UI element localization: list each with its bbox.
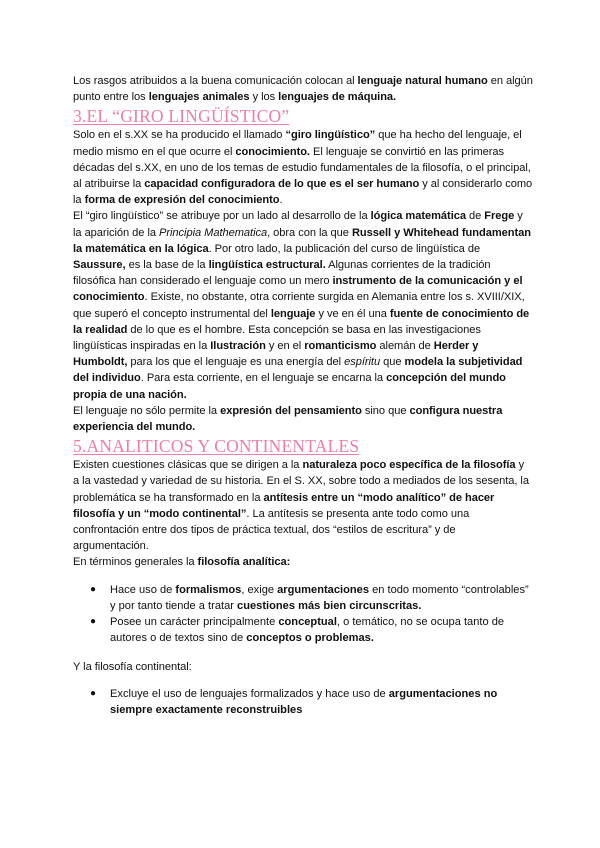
paragraph-analiticos-1 xyxy=(73,457,533,554)
text: en algún punto entre los xyxy=(73,75,533,104)
list-item xyxy=(73,614,533,646)
bold-text: concepción del mundo propia de una nación. xyxy=(73,372,506,401)
italic-text: espíritu xyxy=(344,356,381,369)
italic-text: Principia Mathematica xyxy=(159,226,268,239)
bold-text: expresión del pensamiento xyxy=(220,404,362,417)
bold-text: Ilustración xyxy=(210,340,266,353)
text: . Por otro lado, la publicación del curso de lingüística de xyxy=(208,242,481,255)
bold-text: conceptos o problemas. xyxy=(246,632,374,645)
text: Excluye el uso de lenguajes formalizados y hace uso de xyxy=(110,687,389,700)
text: Solo en el s.XX se ha producido el llamado xyxy=(73,129,286,142)
text: , o temático, no se ocupa tanto de autores o de textos sino de xyxy=(110,616,505,645)
text: alemán de xyxy=(376,340,434,353)
paragraph-giro-1 xyxy=(73,127,533,208)
bold-text: filosofía analítica: xyxy=(197,556,291,569)
bold-text: lenguajes de máquina. xyxy=(278,91,397,104)
bold-text: modela la subjetividad del individuo xyxy=(73,356,523,385)
paragraph-intro xyxy=(73,73,533,105)
section-heading-analiticos-continentales: 5.ANALITICOS Y CONTINENTALES xyxy=(73,436,360,457)
bullet-icon: ● xyxy=(90,687,97,699)
bullet-icon: ● xyxy=(90,616,97,628)
bullet-list-analitica xyxy=(73,582,533,647)
text: El lenguaje no sólo permite la xyxy=(73,404,221,417)
text: . La antítesis se presenta ante todo como una confrontación entre dos tipos de práctica textual, dos “estilos de escritura” y de argumentación. xyxy=(73,507,470,553)
text: Algunas corrientes de la tradición filosófica han considerado el lenguaje como un mero xyxy=(73,259,491,288)
text: y al considerarlo como la xyxy=(73,178,533,207)
paragraph-giro-3 xyxy=(73,403,533,435)
text: Los rasgos atribuidos a la buena comunicación colocan al xyxy=(73,75,358,87)
bold-text: romanticismo xyxy=(304,340,377,353)
bold-text: Russell y Whitehead fundamentan la matemática en la lógica xyxy=(73,226,531,255)
text: Hace uso de xyxy=(110,583,176,596)
text: para los que el lenguaje es una energía del xyxy=(127,356,345,369)
text: El lenguaje se convirtió en las primeras décadas del s.XX, en uno de los temas de estudio fundamentales de la filosofía, o el principal, al atribuirse la xyxy=(73,145,531,191)
bold-text: lenguaje natural humano xyxy=(357,75,488,87)
bold-text: capacidad configuradora de lo que es el ser humano xyxy=(144,178,420,191)
text: en todo momento “controlables” y por tanto tiende a tratar xyxy=(110,583,529,612)
text: sino que xyxy=(361,404,410,417)
bold-text: lingüística estructural. xyxy=(208,259,326,272)
text: , obra con la que xyxy=(267,226,352,239)
bold-text: antítesis entre un “modo analítico” de hacer filosofía y un “modo continental” xyxy=(73,491,495,520)
text: es la base de la xyxy=(125,259,209,272)
bold-text: configura nuestra experiencia del mundo. xyxy=(73,404,503,434)
text: que ha hecho del lenguaje, el medio mismo en el que ocurre el xyxy=(73,129,522,158)
bold-text: naturaleza poco específica de la filosofía xyxy=(302,459,516,472)
bold-text: Frege xyxy=(484,210,515,223)
bold-text: conceptual xyxy=(278,616,337,629)
text: de xyxy=(465,210,485,223)
text: . xyxy=(279,194,283,207)
paragraph-giro-2 xyxy=(73,208,533,402)
bold-text: lógica matemática xyxy=(370,210,466,223)
bold-text: forma de expresión del conocimiento xyxy=(84,194,280,207)
text: El “giro lingüístico” se atribuye por un lado al desarrollo de la xyxy=(73,210,371,223)
section-heading-giro-linguistico: 3.EL “GIRO LINGÜÍSTICO” xyxy=(73,106,290,127)
paragraph-analiticos-2 xyxy=(73,554,533,570)
bold-text: conocimiento. xyxy=(235,145,310,158)
bold-text: formalismos xyxy=(175,583,242,596)
bold-text: fuente de conocimiento de la realidad xyxy=(73,307,530,336)
document-page xyxy=(73,73,533,718)
text: . Para esta corriente, en el lenguaje se encarna la xyxy=(140,372,387,385)
text: y la aparición de la xyxy=(73,210,523,239)
list-item xyxy=(73,582,533,614)
text: y en el xyxy=(265,340,305,353)
bold-text: argumentaciones xyxy=(277,583,369,596)
paragraph-continental-intro: Y la filosofía continental: xyxy=(73,660,192,673)
list-item xyxy=(73,686,533,718)
text: , exige xyxy=(241,583,278,596)
bold-text: lenguajes animales xyxy=(148,91,250,104)
bold-text: cuestiones más bien circunscritas. xyxy=(237,599,422,612)
text: Posee un carácter principalmente xyxy=(110,616,279,629)
bullet-list-continental xyxy=(73,686,533,718)
text: En términos generales la xyxy=(73,556,198,569)
text: y a la vastedad y variedad de su historia. En el S. XX, sobre todo a mediados de los sesenta, la problemática se ha transformado en la xyxy=(73,459,529,504)
bold-text: instrumento de la comunicación y el conocimiento xyxy=(73,275,523,304)
bold-text: Herder y Humboldt, xyxy=(73,340,479,369)
bold-text: argumentaciones no siempre exactamente reconstruibles xyxy=(110,687,498,716)
text: Existen cuestiones clásicas que se dirigen a la xyxy=(73,459,303,472)
bold-text: “giro lingüístico” xyxy=(285,129,376,142)
bold-text: lenguaje xyxy=(270,307,316,320)
text: que xyxy=(380,356,405,369)
text: de lo que es el hombre. Esta concepción se basa en las investigaciones lingüísticas inspiradas en la xyxy=(73,323,481,353)
text: y los xyxy=(249,91,279,104)
text: . Existe, no obstante, otra corriente surgida en Alemania entre los s. XVIII/XIX, que superó el concepto instrumental del xyxy=(73,291,525,320)
text: y ve en él una xyxy=(315,307,390,320)
bold-text: Saussure, xyxy=(73,259,126,272)
bullet-icon: ● xyxy=(90,583,97,595)
